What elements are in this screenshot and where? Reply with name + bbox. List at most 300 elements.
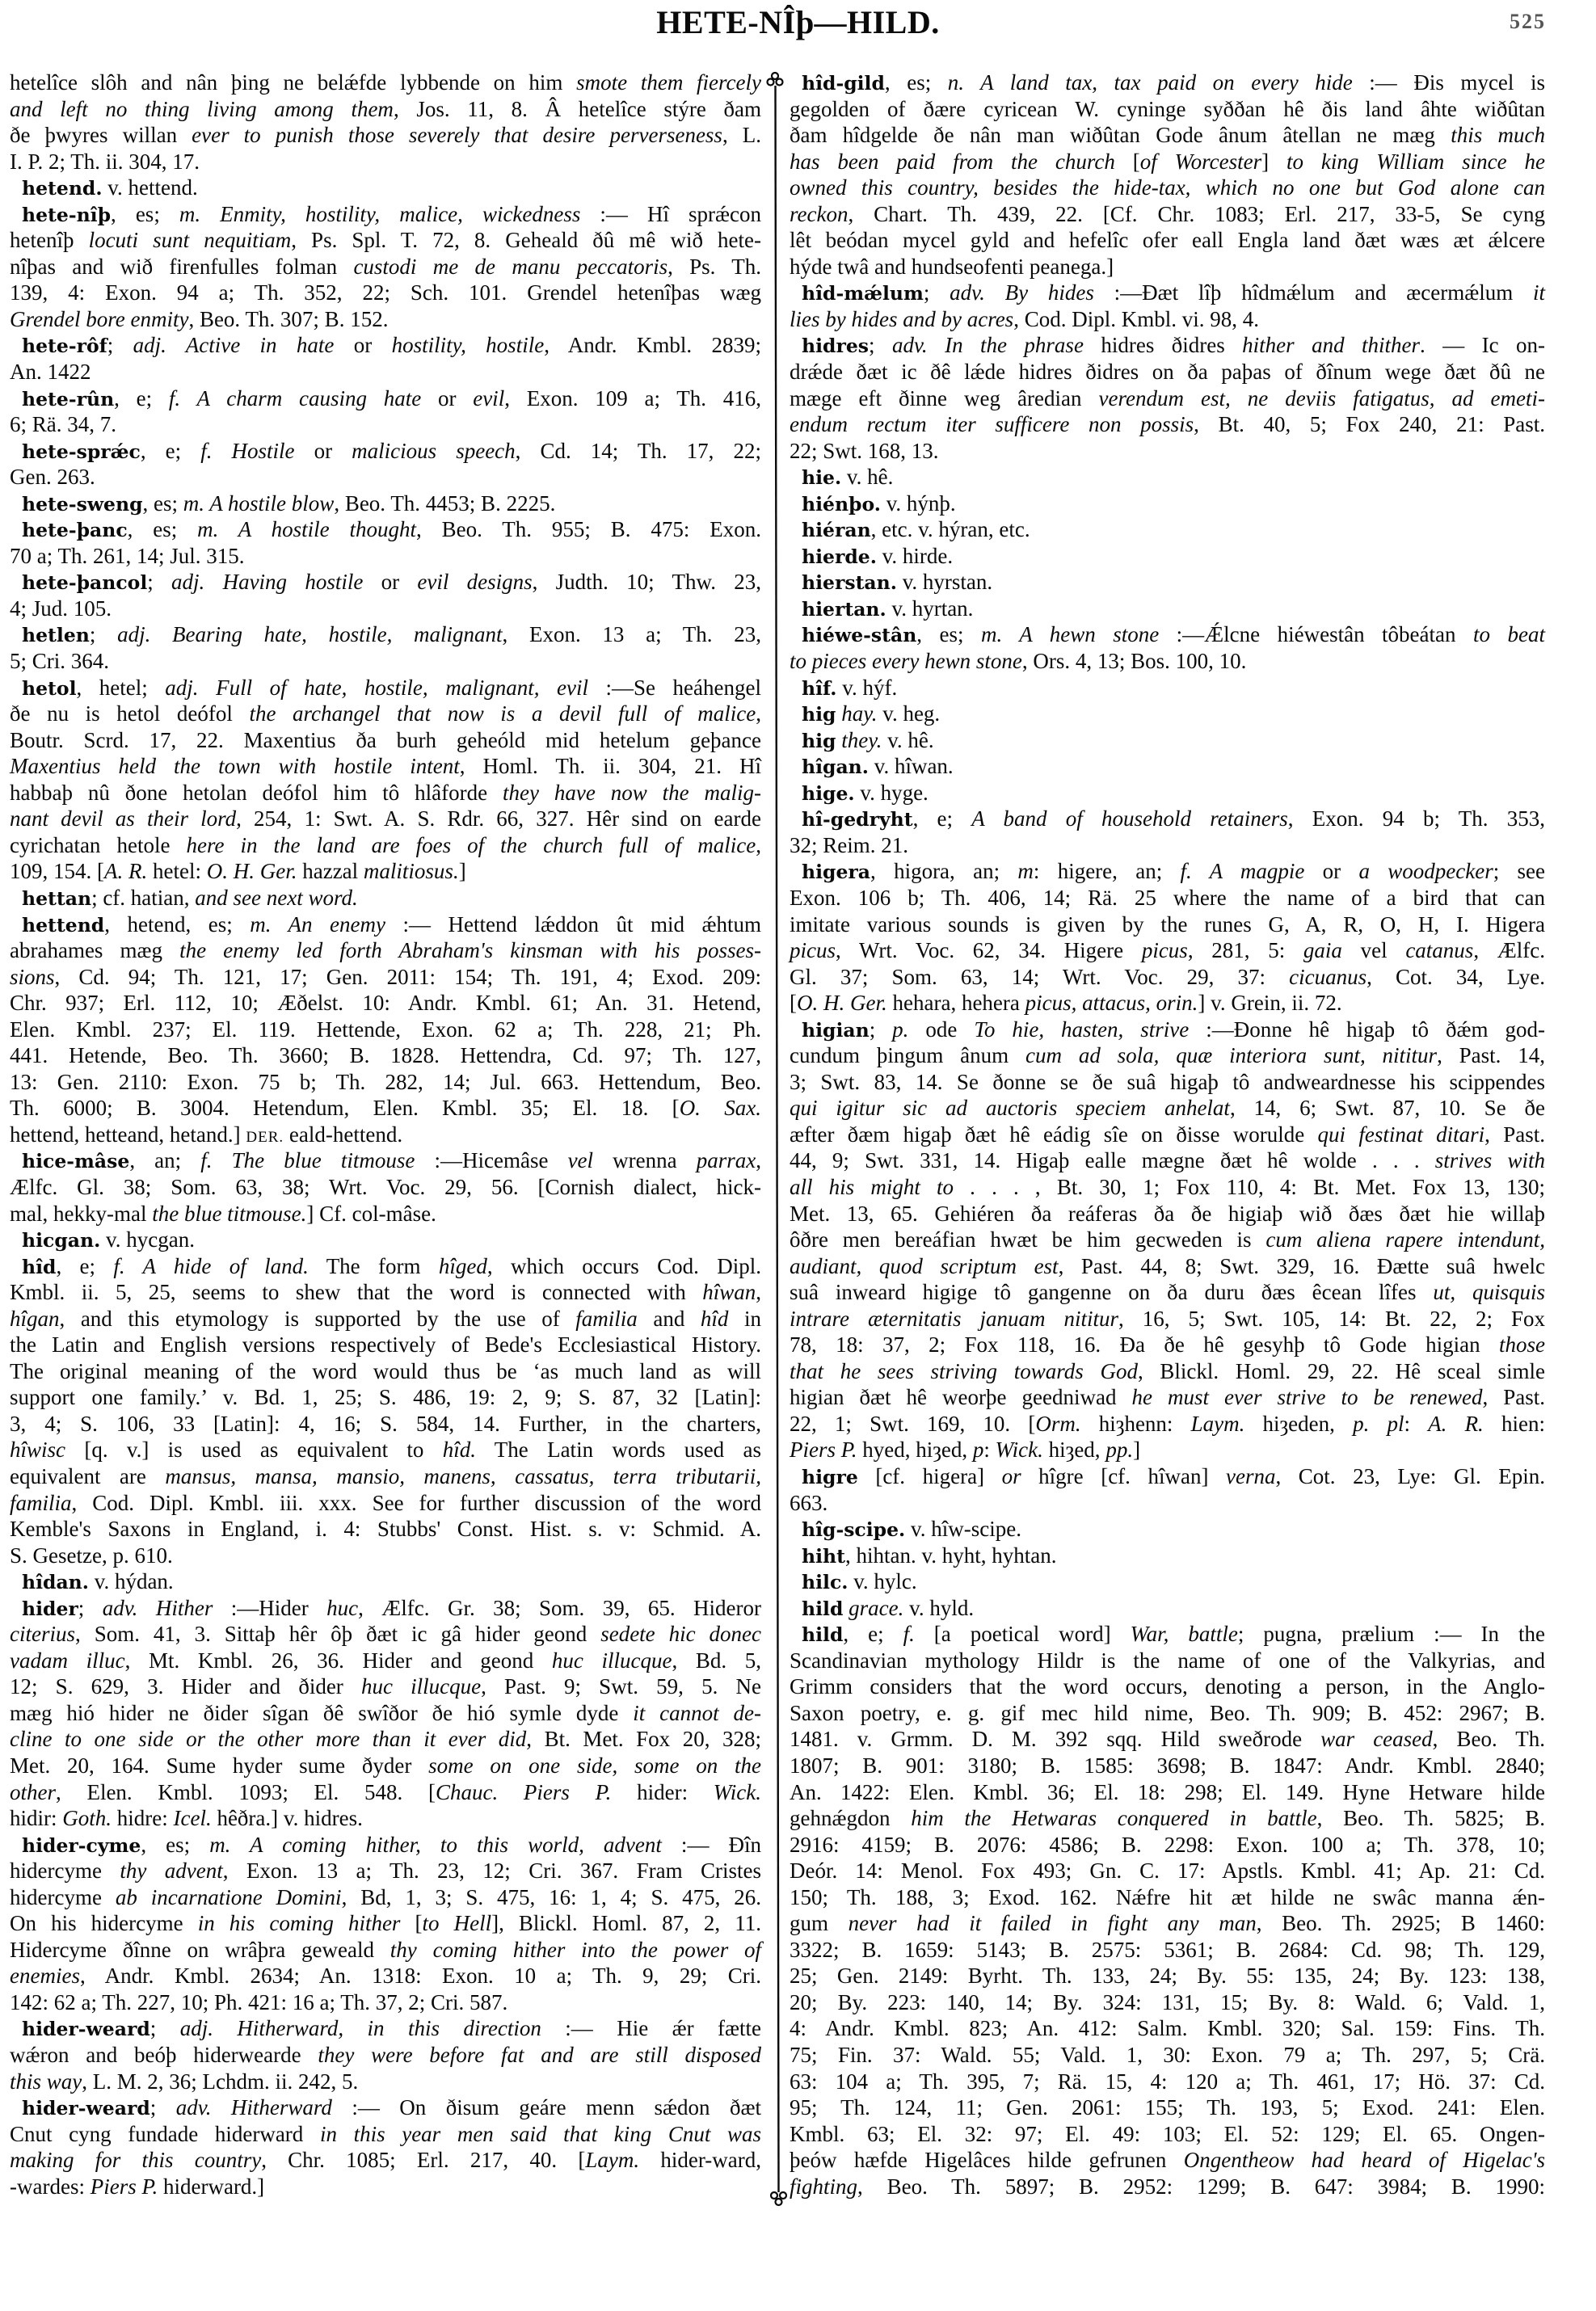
headword: hilc.: [802, 1571, 849, 1594]
text-run: . — Ic on-: [1420, 333, 1545, 358]
text-run: The form: [308, 1253, 439, 1278]
headword: hige.: [802, 781, 855, 805]
italic-text: O. Sax.: [679, 1096, 761, 1121]
text-run: v. hirde.: [876, 543, 954, 568]
text-run: ;: [923, 280, 950, 305]
text-run: , e;: [912, 806, 972, 831]
italic-text: grace.: [849, 1595, 904, 1620]
text-run: þeów hæfde Higelâces hilde gefrunen: [790, 2148, 1184, 2173]
italic-text: hither and thither: [1242, 333, 1421, 358]
headword: hete-rûn: [22, 387, 115, 410]
text-run: 95; Th. 124, 11; Gen. 2061: 155; Th. 193, 5; Exod. 241: Elen.: [790, 2095, 1545, 2120]
entry-line: [10, 937, 761, 964]
entry-line: [790, 2121, 1545, 2148]
text-run: or: [294, 438, 352, 463]
text-run: , Cod. Dipl. Kmbl. iii. xxx. See for further discussion of the word: [71, 1490, 761, 1515]
small-caps-abbreviation: DER.: [246, 1128, 284, 1146]
text-run: , L.: [722, 123, 762, 148]
italic-text: some on one side, some on the: [428, 1753, 761, 1778]
text-run: ] Cf. col-mâse.: [306, 1201, 436, 1226]
entry-line: [790, 1621, 1545, 1648]
entry-line: [790, 727, 1545, 754]
text-run: , Beo. Th. 5825; B.: [1316, 1806, 1545, 1831]
text-run: Scandinavian mythology Hildr is the name of one of the Valkyrias, and: [790, 1648, 1545, 1673]
italic-text: f. A magpie: [1180, 859, 1305, 884]
entry-line: [10, 69, 761, 96]
text-run: :: [983, 1438, 996, 1463]
text-run: abrahames mæg: [10, 938, 180, 963]
entry-line: [790, 543, 1545, 570]
entry-line: [790, 1490, 1545, 1517]
entry-line: [790, 1358, 1545, 1385]
text-run: v. hîwan.: [868, 754, 954, 779]
italic-text: huc illucque: [360, 1674, 482, 1699]
text-run: 4: Andr. Kmbl. 823; An. 412: Salm. Kmbl. 320; Sal. 159: Fins. Th.: [790, 2016, 1545, 2041]
text-run: , Ps. Spl. T. 72, 8. Geheald ðû mê wið hete-: [291, 228, 761, 253]
entry-line: [790, 1147, 1545, 1174]
text-run: hetelîce slôh and nân þing ne belǽfde lybbende on him: [10, 70, 577, 95]
headword: hete-þanc: [22, 519, 128, 542]
italic-text: malitiosus.: [363, 859, 459, 884]
text-run: :—Se heáhengel: [587, 675, 761, 700]
italic-text: thy coming hither into the power of: [390, 1937, 761, 1962]
entry-line: [790, 1463, 1545, 1490]
italic-text: hîged: [438, 1253, 487, 1278]
text-run: ;: [78, 1595, 103, 1620]
entry-line: [790, 1963, 1545, 1989]
entry-line: [10, 1411, 761, 1438]
dictionary-entry: [10, 69, 761, 175]
italic-text: the blue titmouse.: [152, 1201, 307, 1226]
italic-text: Wick.: [995, 1438, 1043, 1463]
italic-text: m. A coming hither, to this world, advent: [209, 1832, 662, 1857]
text-run: , hihtan. v. hyht, hyhtan.: [844, 1543, 1057, 1568]
italic-text: making for this country: [10, 2148, 262, 2173]
italic-text: those: [1499, 1332, 1545, 1358]
italic-text: hostility, hostile: [391, 333, 545, 358]
entry-line: [10, 1358, 761, 1385]
text-run: ,: [756, 832, 761, 857]
text-run: hidercyme: [10, 1858, 120, 1884]
italic-text: other: [10, 1779, 56, 1804]
text-run: , etc. v. hýran, etc.: [870, 517, 1030, 542]
entry-line: [10, 1726, 761, 1753]
dictionary-entry: [790, 753, 1545, 780]
entry-line: [10, 1306, 761, 1332]
ornament-circle: [777, 79, 783, 86]
text-run: , Past. 9; Swt. 59, 5. Ne: [481, 1674, 761, 1699]
text-run: , Exon. 94 b; Th. 353,: [1287, 806, 1545, 831]
italic-text: Maxentius held the town with hostile intent: [10, 754, 460, 779]
text-run: 20; By. 223: 140, 14; By. 324: 131, 15; By. 8: Wald. 6; Vald. 1,: [790, 1989, 1545, 2014]
text-run: Boutr. Scrd. 17, 22. Maxentius ða burh geheóld mid hetelum geþance: [10, 727, 761, 752]
dictionary-entry: [790, 464, 1545, 490]
entry-line: [790, 621, 1545, 648]
italic-text: m. An enemy: [250, 911, 385, 937]
italic-text: adj. Active in hate: [133, 333, 335, 358]
entry-line: [790, 701, 1545, 727]
text-run: lêt beódan mycel gyld and hefelîc ofer eall Engla land ðæt wæs æt ǽlcere: [790, 228, 1545, 253]
entry-line: [790, 648, 1545, 675]
text-run: , e;: [140, 438, 201, 463]
headword: hierde.: [802, 545, 877, 568]
ornament-circle: [780, 2192, 786, 2199]
text-run: or: [363, 570, 418, 595]
headword: higian: [802, 1018, 870, 1042]
text-run: :— On ðisum geáre menn sǽdon ðæt: [331, 2095, 761, 2120]
italic-text: to Hell: [422, 1911, 492, 1936]
italic-text: to beat: [1473, 622, 1545, 647]
text-run: 32; Reim. 21.: [790, 832, 908, 857]
entry-line: [10, 2147, 761, 2174]
text-run: :—Hider: [213, 1595, 327, 1620]
entry-line: [790, 1279, 1545, 1306]
text-run: , Cd. 94; Th. 121, 17; Gen. 2011: 154; Th. 191, 4; Exod. 209:: [54, 964, 761, 989]
italic-text: picus: [1141, 938, 1188, 963]
italic-text: cum ad sola, quæ interiora sunt, nititur: [1025, 1043, 1438, 1068]
headword: hie.: [802, 466, 842, 490]
entry-line: [10, 149, 761, 175]
italic-text: f. The blue titmouse: [200, 1148, 415, 1173]
text-run: Saxon poetry, e. g. gif mec hild nime, Beo. Th. 909; B. 452: 2967; B.: [790, 1700, 1545, 1725]
text-run: The original meaning of the word would thus be ‘as much land as will: [10, 1358, 761, 1383]
text-run: , 14, 6; Swt. 87, 10. Se ðe: [1229, 1096, 1545, 1121]
headword: hete-sweng: [22, 492, 143, 516]
headword: hettend: [22, 913, 105, 937]
entry-line: [790, 2015, 1545, 2042]
entry-line: [790, 227, 1545, 254]
italic-text: qui igitur sic ad auctoris speciem anhelat: [790, 1096, 1230, 1121]
italic-text: adj. Bearing hate, hostile, malignant: [117, 622, 503, 647]
italic-text: in his coming hither: [197, 1911, 401, 1936]
italic-text: Chauc. Piers P.: [435, 1779, 612, 1804]
entry-line: [10, 1779, 761, 1806]
entry-line: [10, 1095, 761, 1122]
text-run: or: [1304, 859, 1359, 884]
text-run: Kemble's Saxons in England, i. 4: Stubbs' Const. Hist. s. v: Schmid. A.: [10, 1517, 761, 1542]
text-run: ;: [149, 2016, 180, 2041]
headword: hîg-scipe.: [802, 1518, 906, 1542]
entry-line: [10, 280, 761, 306]
entry-line: [790, 1017, 1545, 1043]
italic-text: m. A hostile blow: [183, 490, 335, 516]
entry-line: [790, 1595, 1545, 1622]
entry-line: [790, 858, 1545, 885]
entry-line: [10, 858, 761, 885]
text-run: , e;: [114, 385, 169, 410]
text-run: , Exon. 13 a; Th. 23, 12; Cri. 367. Fram Cristes: [222, 1858, 761, 1884]
text-run: equivalent are: [10, 1463, 166, 1488]
entry-line: [10, 2174, 761, 2200]
italic-text: evil designs: [417, 570, 533, 595]
italic-text: and see next word.: [195, 885, 358, 910]
text-run: , Cot. 23, Lye: Gl. Epin.: [1275, 1463, 1546, 1488]
text-run: [: [1114, 149, 1140, 174]
italic-text: huc illucque: [551, 1648, 672, 1673]
italic-text: Wick.: [713, 1779, 762, 1804]
text-run: the Latin and English versions respectively of Bede's Ecclesiastical History.: [10, 1332, 761, 1358]
text-run: , which occurs Cod. Dipl.: [486, 1253, 761, 1278]
italic-text: f. Hostile: [200, 438, 295, 463]
text-run: v. hê.: [841, 465, 894, 490]
entry-line: [790, 1937, 1545, 1964]
text-run: 3, 4; S. 106, 33 [Latin]: 4, 16; S. 584, 14. Further, in the charters,: [10, 1411, 761, 1436]
text-run: mæg hió hider ne ðider sîgan ðê swîðor ðe hió symle dyde: [10, 1700, 634, 1725]
italic-text: m. A hewn stone: [981, 622, 1160, 647]
trefoil-ornament-top-icon: [768, 73, 783, 86]
text-run: An. 1422: [10, 360, 91, 385]
headword: hete-rôf: [22, 335, 107, 358]
entry-line: [790, 1726, 1545, 1753]
text-run: , Som. 41, 3. Sittaþ hêr ôþ ðæt ic gâ hider geond: [75, 1622, 601, 1647]
entry-line: [10, 2121, 761, 2148]
text-run: hehara, hehera: [886, 991, 1025, 1016]
text-run: Hidercyme ðînne on wrâþra geweald: [10, 1937, 390, 1962]
dictionary-entry: [790, 701, 1545, 727]
headword: hiéran: [802, 519, 871, 542]
text-run: :—Ǽlcne hiéwestân tôbeátan: [1159, 622, 1473, 647]
entry-line: [10, 175, 761, 201]
text-run: ], Blickl. Homl. 87, 2, 11.: [491, 1911, 761, 1936]
text-run: ; see: [1493, 859, 1545, 884]
dictionary-entry: [10, 885, 761, 911]
text-run: wrenna: [593, 1148, 697, 1173]
entry-line: [10, 727, 761, 754]
headword: hild: [802, 1597, 844, 1620]
headword: hiertan.: [802, 597, 886, 621]
headword: hider: [22, 1597, 78, 1620]
dictionary-entry: [790, 780, 1545, 806]
dictionary-entry: [10, 438, 761, 490]
headword: hidres: [802, 335, 870, 358]
text-run: :— Hî sprǽcon: [580, 201, 761, 226]
entry-line: [790, 149, 1545, 175]
text-run: [: [790, 991, 797, 1016]
entry-line: [790, 1437, 1545, 1463]
entry-line: [790, 1411, 1545, 1438]
entry-line: [10, 648, 761, 675]
italic-text: hîd.: [442, 1438, 476, 1463]
text-run: hidercyme: [10, 1884, 116, 1909]
entry-line: [10, 1910, 761, 1937]
headword: hettan: [22, 886, 92, 910]
text-run: :: [1404, 1411, 1429, 1436]
text-run: v. hyld.: [903, 1595, 975, 1620]
text-run: support one family.’ v. Bd. 1, 25; S. 486, 19: 2, 9; S. 87, 32 [Latin]:: [10, 1385, 761, 1410]
entry-line: [790, 96, 1545, 123]
entry-line: [790, 1910, 1545, 1937]
entry-line: [10, 1621, 761, 1648]
dictionary-entry: [10, 332, 761, 385]
text-run: ]: [1133, 1438, 1141, 1463]
entry-line: [10, 1017, 761, 1043]
text-run: Kmbl. 63; El. 32: 97; El. 49: 103; El. 52: 129; El. 65. Ongen-: [790, 2121, 1545, 2146]
headword: hild: [802, 1623, 844, 1647]
text-run: Th. 6000; B. 3004. Hetendum, Elen. Kmbl. 35; El. 18. [: [10, 1096, 680, 1121]
entry-line: [790, 1384, 1545, 1411]
entry-line: [10, 1332, 761, 1358]
italic-text: war ceased: [1320, 1727, 1433, 1752]
entry-line: [10, 385, 761, 412]
italic-text: m: [1017, 859, 1034, 884]
italic-text: here in the land are foes of the church full of malice: [186, 832, 756, 857]
text-run: , Andr. Kmbl. 2839;: [544, 333, 761, 358]
text-run: , 16, 5; Swt. 105, 14: Bt. 22, 2; Fox: [1118, 1306, 1546, 1331]
text-run: 12; S. 629, 3. Hider and ðider: [10, 1674, 361, 1699]
entry-line: [790, 1805, 1545, 1832]
italic-text: Grendel bore enmity: [10, 306, 189, 331]
text-run: v. hycgan.: [100, 1227, 195, 1252]
text-run: v. hyrstan.: [896, 570, 993, 595]
entry-line: [10, 621, 761, 648]
dictionary-entry: [790, 569, 1545, 596]
italic-text: to pieces every hewn stone: [790, 649, 1022, 674]
entry-line: [790, 1095, 1545, 1122]
italic-text: hîd: [700, 1306, 729, 1331]
dictionary-entry: [10, 1595, 761, 1832]
entry-line: [790, 753, 1545, 780]
italic-text: n. A land tax, tax paid on every hide: [947, 70, 1353, 95]
text-run: 5; Cri. 364.: [10, 649, 110, 674]
text-run: , Beo. Th. 2925; B 1460:: [1256, 1911, 1545, 1936]
italic-text: the enemy led forth Abraham's kinsman with his posses-: [179, 938, 761, 963]
entry-line: [790, 675, 1545, 701]
entry-line: [10, 1174, 761, 1201]
dictionary-entry: [790, 543, 1545, 570]
text-run: 2916: 4159; B. 2076: 4586; B. 2298: Exon. 100 a; Th. 378, 10;: [790, 1832, 1545, 1857]
text-run: , Judth. 10; Thw. 23,: [532, 570, 761, 595]
text-run: -wardes:: [10, 2174, 91, 2199]
text-run: ;: [89, 622, 118, 647]
text-run: 1481. v. Grmm. D. M. 392 sqq. Hild sweðrode: [790, 1727, 1321, 1752]
entry-line: [790, 385, 1545, 412]
italic-text: hîgan: [10, 1306, 60, 1331]
entry-line: [790, 1673, 1545, 1700]
italic-text: adj. Full of hate, hostile, malignant, evil: [165, 675, 588, 700]
text-run: ;: [147, 570, 172, 595]
text-run: Kmbl. ii. 5, 25, seems to shew that the word is connected with: [10, 1280, 703, 1305]
headword: hî-gedryht: [802, 808, 913, 831]
text-run: , Ælfc.: [1473, 938, 1545, 963]
italic-text: ever to punish those severely that desire perverseness: [192, 123, 722, 148]
entry-line: [10, 1753, 761, 1779]
text-run: mal, hekky-mal: [10, 1201, 153, 1226]
text-run: 663.: [790, 1490, 828, 1515]
dictionary-entry: [790, 596, 1545, 622]
column-left: [10, 69, 761, 2199]
dictionary-entry: [10, 1253, 761, 1569]
text-run: , Homl. Th. ii. 304, 21. Hî: [459, 754, 761, 779]
entry-line: [10, 516, 761, 543]
text-run: Gl. 37; Som. 63, 14; Wrt. Voc. 29, 37:: [790, 964, 1290, 989]
text-run: hyed, hiȝed,: [857, 1438, 973, 1463]
text-run: , L. M. 2, 36; Lchdm. ii. 242, 5.: [82, 2069, 359, 2094]
text-run: hider:: [611, 1779, 714, 1804]
headword: hiéwe-stân: [802, 624, 917, 647]
entry-line: [790, 990, 1545, 1017]
italic-text: has been paid from the church: [790, 149, 1115, 174]
entry-line: [790, 937, 1545, 964]
text-run: , Bd. 5,: [672, 1648, 761, 1673]
italic-text: familia: [10, 1490, 72, 1515]
entry-line: [790, 1648, 1545, 1674]
text-run: hiȝhenn:: [1080, 1411, 1191, 1436]
italic-text: vadam illuc: [10, 1648, 125, 1673]
entry-line: [10, 1201, 761, 1227]
text-run: v. hýdan.: [88, 1569, 174, 1594]
entry-line: [790, 1989, 1545, 2016]
italic-text: f.: [903, 1622, 915, 1647]
text-run: hidir:: [10, 1806, 63, 1831]
text-run: , Bt. 40, 5; Fox 240, 21: Past.: [1194, 412, 1545, 437]
ornament-circle: [771, 2192, 777, 2199]
entry-line: [10, 911, 761, 938]
entry-line: [10, 2069, 761, 2095]
italic-text: evil: [473, 385, 505, 410]
headword: higera: [802, 861, 871, 884]
entry-line: [10, 1595, 761, 1622]
entry-line: [790, 411, 1545, 438]
dictionary-entry: [790, 727, 1545, 754]
headword: hete-nîþ: [22, 203, 112, 226]
text-run: suâ inweard higige tô gangenne on ða duru ðæs êcean lîfes: [790, 1280, 1434, 1305]
ornament-circle: [776, 2199, 782, 2205]
text-run: 6; Rä. 34, 7.: [10, 412, 116, 437]
dictionary-entry: [10, 490, 761, 517]
headword: hiht: [802, 1544, 845, 1568]
headword: hice-mâse: [22, 1150, 130, 1173]
italic-text: Piers P.: [790, 1438, 857, 1463]
text-run: 150; Th. 188, 3; Exod. 162. Nǽfre hit æt hilde ne swâc manna ǽn-: [790, 1884, 1545, 1909]
text-run: [q. v.] is used as equivalent to: [65, 1438, 443, 1463]
italic-text: adv. Hither: [102, 1595, 213, 1620]
dictionary-entry: [790, 1595, 1545, 1622]
entry-line: [10, 2042, 761, 2069]
entry-line: [10, 1122, 761, 1148]
entry-line: [10, 780, 761, 806]
dictionary-entry: [10, 1568, 761, 1595]
text-run: , Beo. Th. 5897; B. 2952: 1299; B. 647: 3984; B. 1990:: [857, 2174, 1545, 2199]
entry-line: [10, 1568, 761, 1595]
entry-line: [790, 1332, 1545, 1358]
text-run: ; pugna, prælium :— In the: [1237, 1622, 1546, 1647]
italic-text: O. H. Ger.: [206, 859, 297, 884]
entry-line: [790, 1227, 1545, 1253]
italic-text: f. A hide of land.: [113, 1253, 309, 1278]
italic-text: adj. Having hostile: [171, 570, 364, 595]
italic-text: Goth.: [62, 1806, 112, 1831]
dictionary-entry: [790, 1017, 1545, 1463]
entry-line: [790, 780, 1545, 806]
dictionary-entry: [10, 385, 761, 438]
italic-text: verna: [1226, 1463, 1276, 1488]
text-run: , es;: [141, 1832, 210, 1857]
entry-line: [790, 832, 1545, 859]
text-run: :—Hicemâse: [415, 1148, 568, 1173]
running-head: HETE-NÎþ—HILD.: [656, 4, 940, 40]
entry-line: [790, 175, 1545, 201]
text-run: , hetel;: [76, 675, 166, 700]
text-run: gum: [790, 1911, 849, 1936]
headword: hîdan.: [22, 1571, 89, 1594]
entry-line: [790, 201, 1545, 228]
entry-line: [790, 438, 1545, 465]
entry-line: [790, 332, 1545, 359]
text-run: hiȝed,: [1042, 1438, 1106, 1463]
italic-text: m. A hostile thought: [197, 517, 417, 542]
entry-line: [790, 1858, 1545, 1884]
italic-text: endum rectum iter sufficere non possis: [790, 412, 1194, 437]
